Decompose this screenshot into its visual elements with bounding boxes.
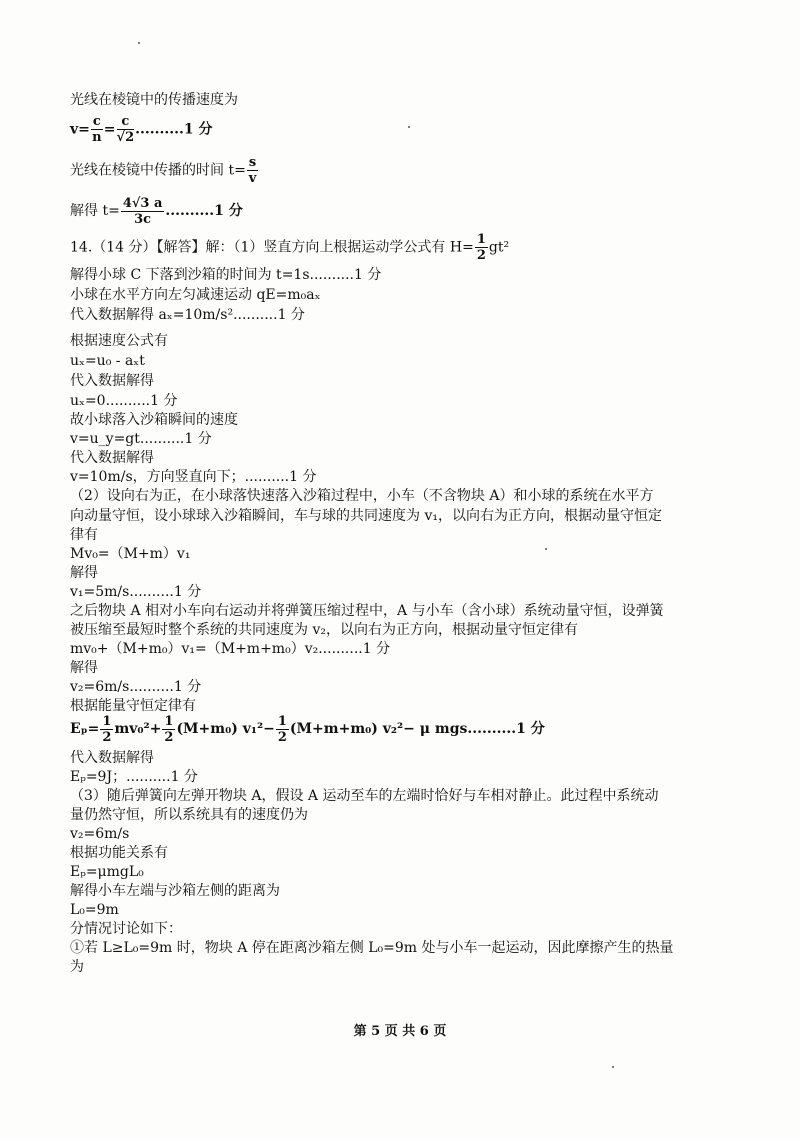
- formula-text: v=: [70, 121, 90, 138]
- text-line: v₁=5m/s..........1 分: [70, 584, 202, 600]
- text-line: 律有: [70, 527, 98, 543]
- fraction: [91, 114, 103, 145]
- text-line: 代入数据解得 aₓ=10m/s²..........1 分: [70, 307, 305, 323]
- scan-speck: [138, 42, 140, 44]
- formula-text: (M+m+m₀) v₂²− μ mgs..........1 分: [289, 721, 545, 737]
- fraction: [117, 114, 135, 145]
- text-line: Mv₀=（M+m）v₁: [70, 546, 191, 562]
- formula-text: gt²: [488, 239, 510, 256]
- score: ..........1 分: [165, 203, 243, 219]
- fraction: [100, 714, 113, 745]
- text-line: （2）设向右为正，在小球落快速落入沙箱过程中，小车（不含物块 A）和小球的系统在水平方: [70, 488, 654, 504]
- text-line: v₂=6m/s..........1 分: [70, 679, 202, 695]
- text-line: （3）随后弹簧向左弹开物块 A，假设 A 运动至车的左端时恰好与车相对静止。此过程中系统动: [70, 788, 659, 804]
- text-line: 为: [70, 959, 84, 975]
- text-line: 根据速度公式有: [70, 333, 168, 349]
- text-line: 向动量守恒，设小球球入沙箱瞬间，车与球的共同速度为 v₁，以向右为正方向，根据动量守恒定: [70, 508, 662, 524]
- text-line: 解得小车左端与沙箱左侧的距离为: [70, 883, 280, 899]
- denominator: 3c: [134, 211, 152, 227]
- formula-text: mv₀²+: [114, 721, 162, 737]
- text-line: 解得小球 C 下落到沙箱的时间为 t=1s..........1 分: [70, 267, 382, 283]
- text-line: 光线在棱镜中的传播速度为: [70, 92, 238, 108]
- scan-speck: [408, 126, 410, 128]
- formula-text: Eₚ=: [70, 721, 100, 737]
- text-line: 之后物块 A 相对小车向右运动并将弹簧压缩过程中，A 与小车（含小球）系统动量守恒，设弹簧: [70, 603, 664, 619]
- numerator: 1: [164, 713, 174, 729]
- text-line: 小球在水平方向左匀减速运动 qE=m₀aₓ: [70, 287, 321, 303]
- numerator: 1: [476, 232, 486, 247]
- scan-speck: [612, 1066, 614, 1068]
- text-line: Eₚ=9J；..........1 分: [70, 769, 198, 785]
- denominator: v: [248, 171, 257, 186]
- fraction: [276, 714, 289, 745]
- formula-line: [70, 155, 259, 186]
- text-line: v₂=6m/s: [70, 826, 130, 842]
- fraction: [475, 232, 488, 263]
- formula-line: [70, 114, 212, 145]
- denominator: n: [92, 130, 102, 145]
- text-line: 代入数据解得: [70, 373, 154, 389]
- text-line: Eₚ=μmgL₀: [70, 864, 144, 880]
- formula-text: 14.（14 分）【解答】解：（1）竖直方向上根据运动学公式有 H=: [70, 239, 474, 256]
- denominator: 2: [164, 729, 174, 745]
- scan-speck: [545, 548, 547, 550]
- denominator: 2: [476, 248, 486, 263]
- formula-text: 解得 t=: [70, 203, 120, 219]
- text-line: 故小球落入沙箱瞬间的速度: [70, 412, 238, 428]
- formula-text: =: [103, 121, 116, 138]
- text-line: ①若 L≥L₀=9m 时，物块 A 停在距离沙箱左侧 L₀=9m 处与小车一起运动，因此摩擦产生的热量: [70, 940, 674, 956]
- text-line: 解得: [70, 660, 98, 676]
- numerator: 4√3 a: [122, 195, 163, 211]
- text-line: 解得: [70, 565, 98, 581]
- text-line: L₀=9m: [70, 902, 119, 918]
- numerator: s: [248, 155, 257, 170]
- text-line: 代入数据解得: [70, 750, 154, 766]
- text-line: uₓ=u₀ - aₓt: [70, 353, 145, 369]
- fraction: [247, 155, 258, 186]
- numerator: 1: [277, 713, 287, 729]
- numerator: c: [92, 114, 101, 129]
- text-line: 根据能量守恒定律有: [70, 698, 196, 714]
- text-line: mv₀+（M+m₀）v₁=（M+m+m₀）v₂..........1 分: [70, 641, 391, 657]
- text-line: 被压缩至最短时整个系统的共同速度为 v₂，以向右为正方向，根据动量守恒定律有: [70, 622, 578, 638]
- denominator: √2: [116, 130, 135, 145]
- denominator: 2: [277, 729, 287, 745]
- text-line: uₓ=0..........1 分: [70, 393, 178, 409]
- formula-line: [70, 713, 545, 745]
- formula-line: [70, 232, 509, 263]
- denominator: 2: [102, 729, 112, 745]
- text-line: 代入数据解得: [70, 450, 154, 466]
- numerator: 1: [102, 713, 112, 729]
- text-line: v=10m/s，方向竖直向下；..........1 分: [70, 469, 317, 485]
- text-line: 分情况讨论如下：: [70, 921, 182, 937]
- fraction: [121, 196, 165, 227]
- text-line: v=u_y=gt..........1 分: [70, 431, 212, 447]
- fraction: [162, 714, 175, 745]
- formula-text: 光线在棱镜中传播的时间 t=: [70, 162, 246, 179]
- page-footer: 第 5 页 共 6 页: [353, 1024, 447, 1039]
- text-line: 量仍然守恒，所以系统具有的速度仍为: [70, 807, 308, 823]
- numerator: c: [117, 114, 135, 130]
- score: ..........1 分: [135, 121, 213, 138]
- formula-line: [70, 195, 243, 227]
- formula-text: (M+m₀) v₁²−: [176, 721, 275, 737]
- text-line: 根据功能关系有: [70, 845, 168, 861]
